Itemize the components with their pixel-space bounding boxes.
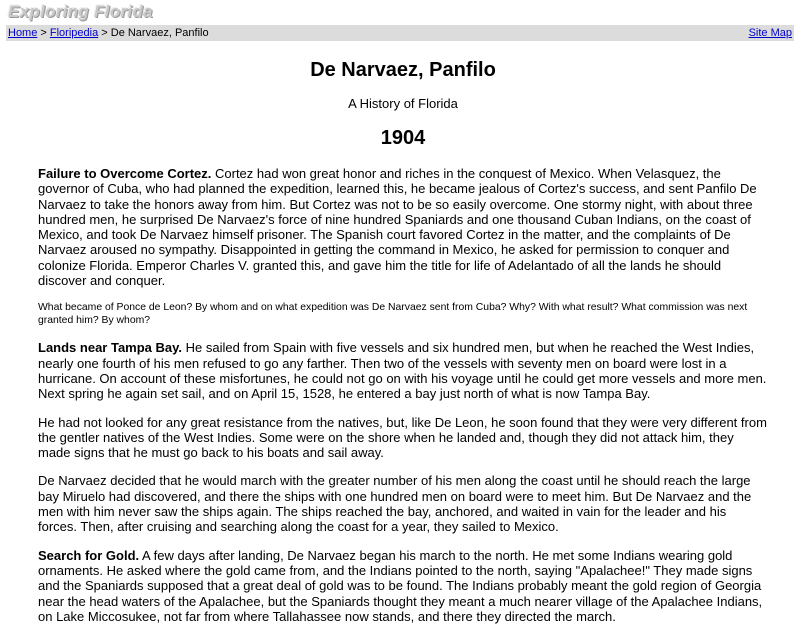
paragraph-text: A few days after landing, De Narvaez began his march to the north. He met some Indians wearing gold ornaments. He asked where the gold came from, and the Indians pointed to the north, saying "Apalachee!" They made signs and the Spaniards supposed that a great deal of gold was to be found. The Indians probably meant the gold region of Georgia near the head waters of the Apalachee, but the Spaniards thought they meant a much nearer village of the Apalachee Indians, on Lake Miccosukee, not far from where Tallahassee now stands, and there they directed the march. — [38, 547, 763, 624]
paragraph-lead: Lands near Tampa Bay. — [38, 340, 183, 356]
breadcrumb — [8, 25, 209, 41]
paragraph-text: He had not looked for any great resistance from the natives, but, like De Leon, he soon found that they were very different from the gentler natives of the West Indies. Some were on the shore when he landed and, though they did not attack him, they made signs that he must go back to his boats and sail away. — [38, 414, 767, 461]
site-map-link[interactable]: Site Map — [748, 27, 792, 39]
page-title: De Narvaez, Panfilo — [310, 59, 496, 81]
article-content — [38, 41, 768, 624]
study-questions: What became of Ponce de Leon? By whom and on what expedition was De Narvaez sent from Cuba? Why? With what result? What commission was next granted him? By whom? — [38, 302, 748, 327]
paragraph-lead: Failure to Overcome Cortez. — [38, 166, 212, 181]
paragraph-text: De Narvaez decided that he would march with the greater number of his men along the coast until he should reach the large bay Miruelo had discovered, and there the ships with one hundred men on board were to meet him. But De Narvaez and the men with him never saw the ships again. The ships reached the bay, anchored, and waited in vain for the leader and his forces. Then, after cruising and searching along the coast for a year, they sailed to Mexico. — [38, 473, 752, 535]
paragraph-lead: Search for Gold. — [38, 547, 140, 563]
paragraph-search-for-gold — [38, 548, 768, 624]
paragraph-lands-near-tampa-bay — [38, 340, 768, 401]
breadcrumb-current: De Narvaez, Panfilo — [110, 27, 209, 39]
paragraph-text: He sailed from Spain with five vessels and six hundred men, but when he reached the West Indies, nearly one fourth of his men refused to go any farther. Then two of the vessels with seventy men on board were lost in a hurricane. On account of these misfortunes, he could not go on with his voyage until he could get more vessels and more men. Next spring he again set sail, and on April 15, 1528, he entered a bay just north of what is now Tampa Bay. — [38, 340, 767, 402]
navigation-bar — [6, 25, 794, 41]
logo-bar — [0, 0, 800, 24]
breadcrumb-separator: > — [98, 27, 111, 39]
paragraph-resistance — [38, 415, 768, 461]
breadcrumb-separator: > — [37, 27, 50, 39]
paragraph-text: Cortez had won great honor and riches in the conquest of Mexico. When Velasquez, the governor of Cuba, who had planned the expedition, learned this, he became jealous of Cortez's success, and sent Panfilo De Narvaez to take the honors away from him. But Cortez was not to be so easily overcome. One stormy night, with about three hundred men, he surprised De Narvaez's force of nine hundred Spaniards and one thousand Cuban Indians, on the coast of Mexico, and took De Narvaez himself prisoner. The Spanish court favored Cortez in the matter, and the complaints of De Narvaez aroused no sympathy. Disappointed in getting the command in Mexico, he asked for permission to conquer and colonize Florida. Emperor Charles V. granted this, and gave him the title for life of Adelantado of all the lands he should discover and conquer. — [38, 166, 757, 289]
breadcrumb-home-link[interactable]: Home — [8, 27, 38, 39]
breadcrumb-floripedia-link[interactable]: Floripedia — [49, 27, 99, 39]
page-subtitle: A History of Florida — [348, 96, 458, 111]
page-year: 1904 — [380, 127, 426, 149]
paragraph-march-along-coast — [38, 473, 768, 534]
site-logo[interactable]: Exploring Florida — [8, 2, 153, 21]
paragraph-failure-to-overcome-cortez — [38, 166, 768, 288]
